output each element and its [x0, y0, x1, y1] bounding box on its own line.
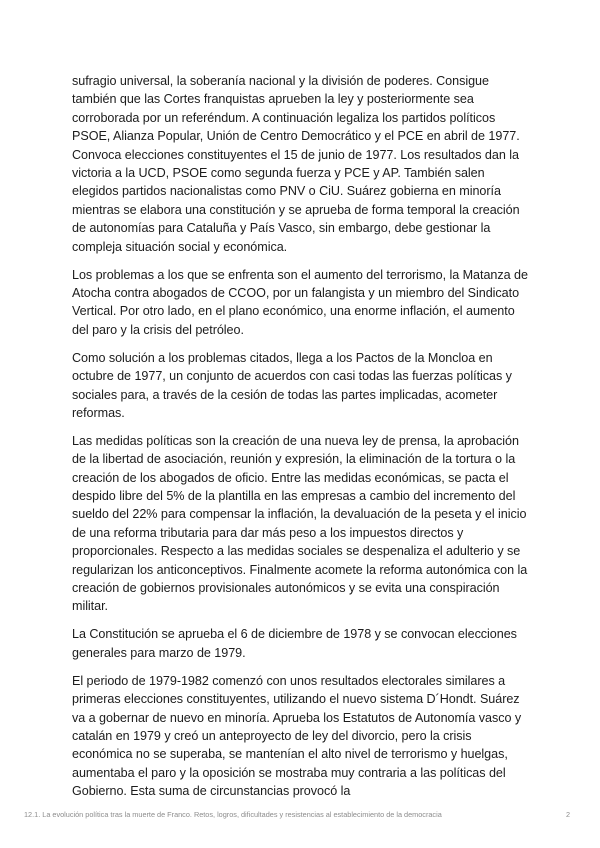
paragraph: Como solución a los problemas citados, llega a los Pactos de la Moncloa en octubre de 1977, un conjunto de acuerdos con casi todas las fuerzas políticas y sociales para, a través de la cesión de todas las partes implicadas, acometer reformas.	[72, 350, 512, 420]
paragraph: El periodo de 1979-1982 comenzó con unos resultados electorales similares a primeras elecciones constituyentes, utilizando el nuevo sistema D´Hondt. Suárez va a gobernar de nuevo en minoría. Aprueba los Estatutos de Autonomía vasco y catalán en 1979 y creó un anteproyecto de ley del divorcio, pero la crisis económica no se superaba, se mantenían el alto nivel de terrorismo y huelgas, aumentaba el paro y la oposición se mostraba muy contraria a las políticas del Gobierno. Esta suma de circunstancias provocó la	[72, 673, 522, 799]
page-footer	[24, 810, 570, 819]
paragraph: Los problemas a los que se enfrenta son el aumento del terrorismo, la Matanza de Atocha contra abogados de CCOO, por un falangista y un miembro del Sindicato Vertical. Por otro lado, en el plano económico, una enorme inflación, el aumento del paro y la crisis del petróleo.	[72, 267, 528, 337]
page-number: 2	[565, 810, 570, 819]
paragraph: sufragio universal, la soberanía nacional y la división de poderes. Consigue también que las Cortes franquistas aprueben la ley y posteriormente sea corroborada por un referéndum. A continuación legaliza los partidos políticos PSOE, Alianza Popular, Unión de Centro Democrático y el PCE en abril de 1977. Convoca elecciones constituyentes el 15 de junio de 1977. Los resultados dan la victoria a la UCD, PSOE como segunda fuerza y PCE y AP. También salen elegidos partidos nacionalistas como PNV o CiU. Suárez gobierna en minoría mientras se elabora una constitución y se aprueba de forma temporal la creación de autonomías para Cataluña y País Vasco, sin embargo, debe gestionar la compleja situación social y económica.	[72, 74, 520, 254]
paragraph: La Constitución se aprueba el 6 de diciembre de 1978 y se convocan elecciones generales para marzo de 1979.	[72, 627, 517, 660]
footer-title: 12.1. La evolución política tras la muerte de Franco. Retos, logros, dificultades y resistencias al establecimiento de la democracia	[24, 810, 442, 819]
document-body	[72, 72, 534, 810]
paragraph: Las medidas políticas son la creación de una nueva ley de prensa, la aprobación de la libertad de asociación, reunión y expresión, la eliminación de la tortura o la creación de los abogados de oficio. Entre las medidas económicas, se pacta el despido libre del 5% de la plantilla en las empresas a cambio del incremento del sueldo del 22% para compensar la inflación, la devaluación de la peseta y el inicio de una reforma tributaria para dar más peso a los impuestos directos y proporcionales. Respecto a las medidas sociales se despenaliza el adulterio y se regularizan los anticonceptivos. Finalmente acomete la reforma autonómica con la creación de gobiernos provisionales autonómicos y se evita una conspiración militar.	[72, 433, 528, 614]
